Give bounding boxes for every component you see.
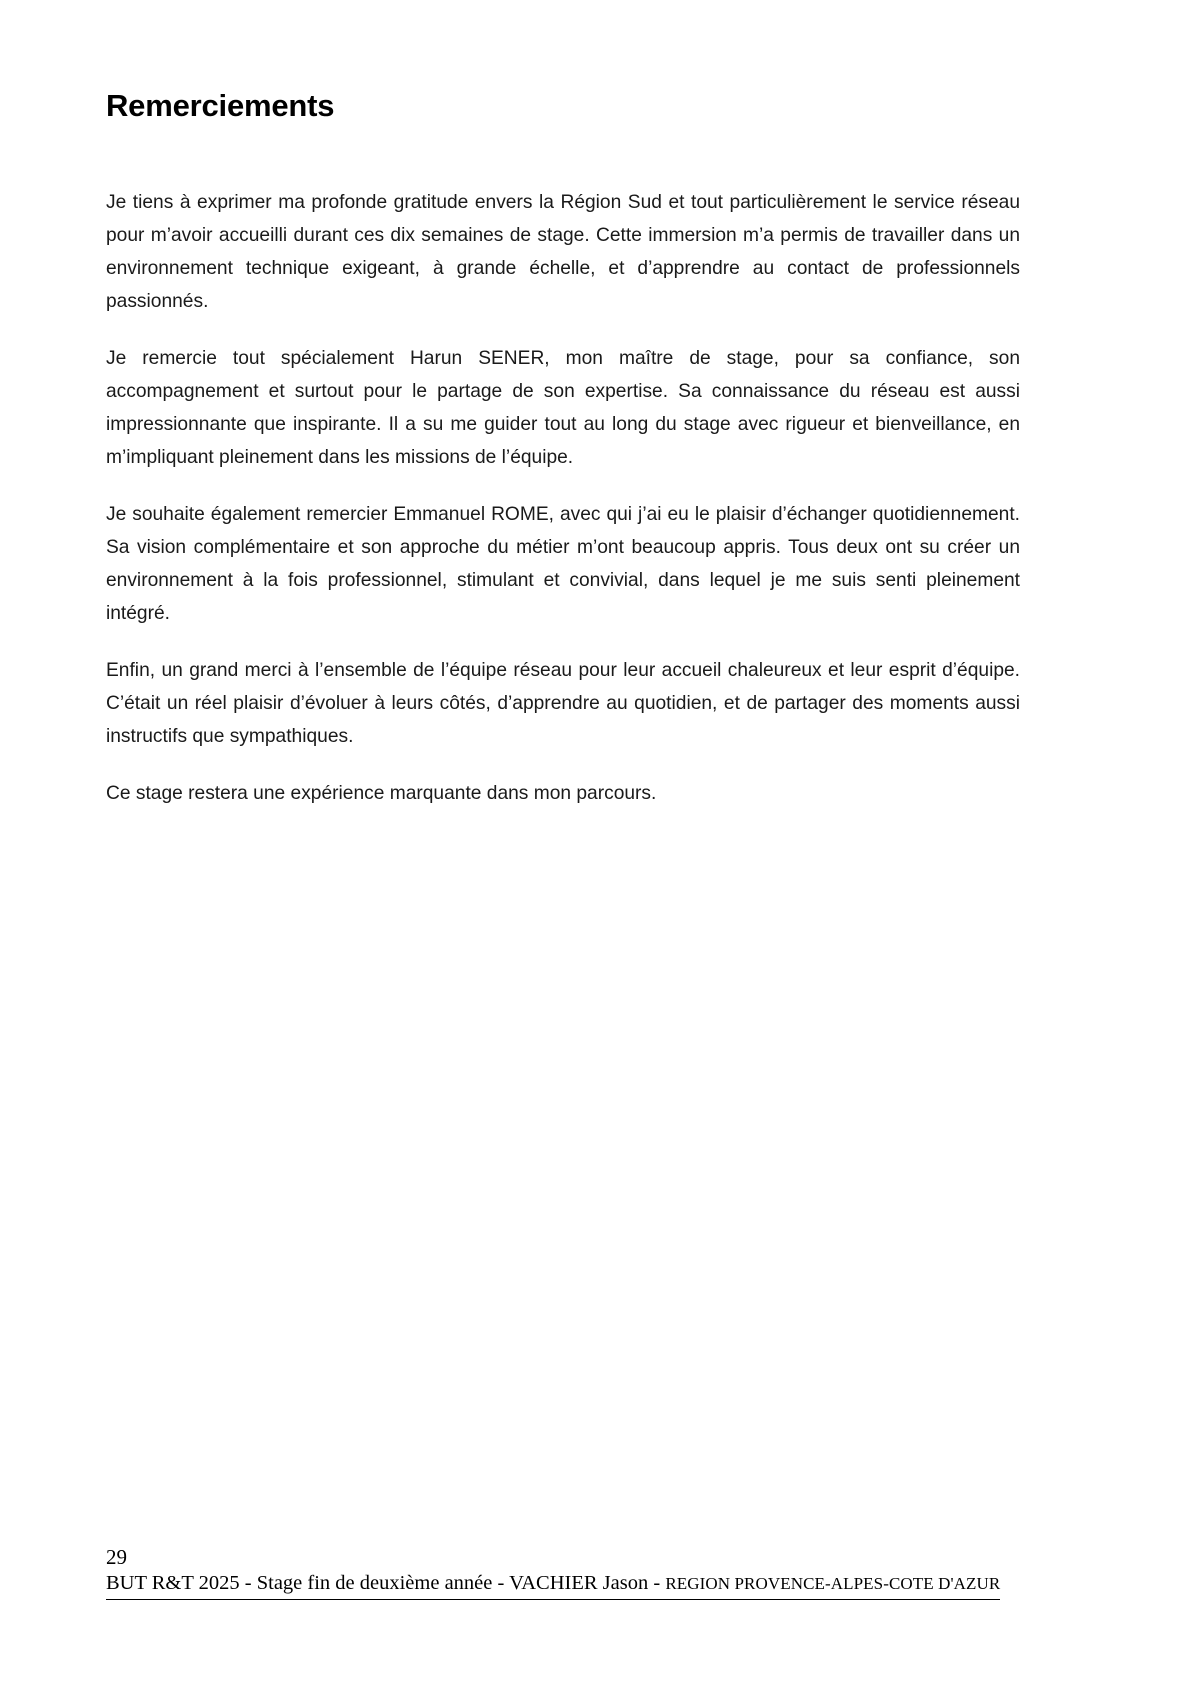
page-footer <box>106 1546 1020 1600</box>
page-title: Remerciements <box>106 88 335 123</box>
paragraph-5: Ce stage restera une expérience marquante dans mon parcours. <box>106 782 657 804</box>
footer-main-text: BUT R&T 2025 - Stage fin de deuxième année - VACHIER Jason - <box>106 1572 666 1595</box>
page-number: 29 <box>106 1545 127 1570</box>
paragraph-1: Je tiens à exprimer ma profonde gratitude envers la Région Sud et tout particulièrement le service réseau pour m’avoir accueilli durant ces dix semaines de stage. Cette immersion m’a permis de travailler dans un environnement technique exigeant, à grande échelle, et d’apprendre au contact de professionnels passionnés. <box>106 191 1020 312</box>
footer-text <box>106 1572 1000 1594</box>
footer-organisation: REGION PROVENCE-ALPES-COTE D'AZUR <box>665 1574 1001 1594</box>
paragraph-3: Je souhaite également remercier Emmanuel ROME, avec qui j’ai eu le plaisir d’échanger quotidiennement. Sa vision complémentaire et son approche du métier m’ont beaucoup appris. Tous deux ont su créer un environnement à la fois professionnel, stimulant et convivial, dans lequel je me suis senti pleinement intégré. <box>106 503 1020 624</box>
page-content <box>106 0 1020 810</box>
body-text <box>106 186 1020 810</box>
footer-rule <box>106 1571 1000 1600</box>
paragraph-2: Je remercie tout spécialement Harun SENER, mon maître de stage, pour sa confiance, son accompagnement et surtout pour le partage de son expertise. Sa connaissance du réseau est aussi impressionnante que inspirante. Il a su me guider tout au long du stage avec rigueur et bienveillance, en m’impliquant pleinement dans les missions de l’équipe. <box>106 347 1020 468</box>
paragraph-4: Enfin, un grand merci à l’ensemble de l’équipe réseau pour leur accueil chaleureux et leur esprit d’équipe. C’était un réel plaisir d’évoluer à leurs côtés, d’apprendre au quotidien, et de partager des moments aussi instructifs que sympathiques. <box>106 659 1020 747</box>
